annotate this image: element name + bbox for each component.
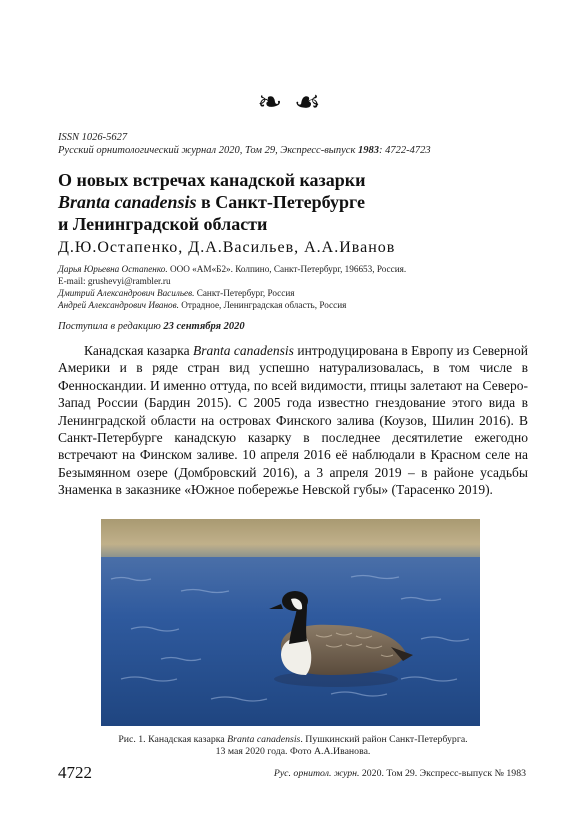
affiliation-1: Дарья Юрьевна Остапенко. ООО «АМ«Б2». Колпино, Санкт-Петербург, 196653, Россия. bbox=[58, 264, 407, 274]
issue-number: 1983 bbox=[358, 145, 379, 156]
affiliation-3: Андрей Александрович Иванов. Отрадное, Ленинградская область, Россия bbox=[58, 300, 347, 310]
figure-caption: Рис. 1. Канадская казарка Branta canadensis. Пушкинский район Санкт-Петербурга. 13 мая 2020 года. Фото А.А.Иванова. bbox=[118, 734, 468, 757]
species-name: Branta canadensis bbox=[193, 343, 294, 358]
page-number: 4722 bbox=[58, 763, 92, 782]
journal-header bbox=[58, 131, 528, 157]
shore-band bbox=[101, 519, 480, 561]
footer-citation: Рус. орнитол. журн. 2020. Том 29. Экспресс-выпуск № 1983 bbox=[273, 768, 526, 779]
article-title: О новых встречах канадской казарки Branta canadensis в Санкт-Петербурге и Ленинградской области bbox=[58, 170, 366, 234]
affiliation-2: Дмитрий Александрович Васильев. Санкт-Петербург, Россия bbox=[58, 288, 295, 298]
paragraph: Канадская казарка Branta canadensis интродуцирована в Европу из Северной Америки и в ряде стран вид успешно натурализовалась, в том числе в Фенноскандии. И именно оттуда, по всей видимости, птицы залетают на Северо-Запад России (Бардин 2015). С 2005 года известно гнездование этого вида в Ленинградской области на островах Финского залива (Коузов, Шилин 2016). В Санкт-Петербурге канадскую казарку в последнее десятилетие ежегодно встречают на Финском заливе. 10 апреля 2016 её наблюдали в Красном селе на Безымянном озере (Домбровский 2016), а 3 апреля 2019 – в районе усадьбы Знаменка в заказнике «Южное побережье Невской губы» (Тарасенко 2019). bbox=[58, 343, 528, 498]
body-text bbox=[58, 342, 528, 499]
title-species: Branta canadensis bbox=[58, 192, 197, 212]
affiliations bbox=[58, 263, 528, 311]
ornament: ❧ ☙ bbox=[257, 86, 323, 119]
affiliation-email: E-mail: grushevyi@rambler.ru bbox=[58, 276, 171, 286]
goose-photo bbox=[101, 519, 480, 726]
authors: Д.Ю.Остапенко, Д.А.Васильев, А.А.Иванов bbox=[58, 239, 396, 256]
journal-citation: Русский орнитологический журнал 2020, Том 29, Экспресс-выпуск 1983: 4722-4723 bbox=[58, 145, 431, 156]
received-date: Поступила в редакцию 23 сентября 2020 bbox=[58, 321, 245, 332]
issn: ISSN 1026-5627 bbox=[58, 132, 128, 143]
